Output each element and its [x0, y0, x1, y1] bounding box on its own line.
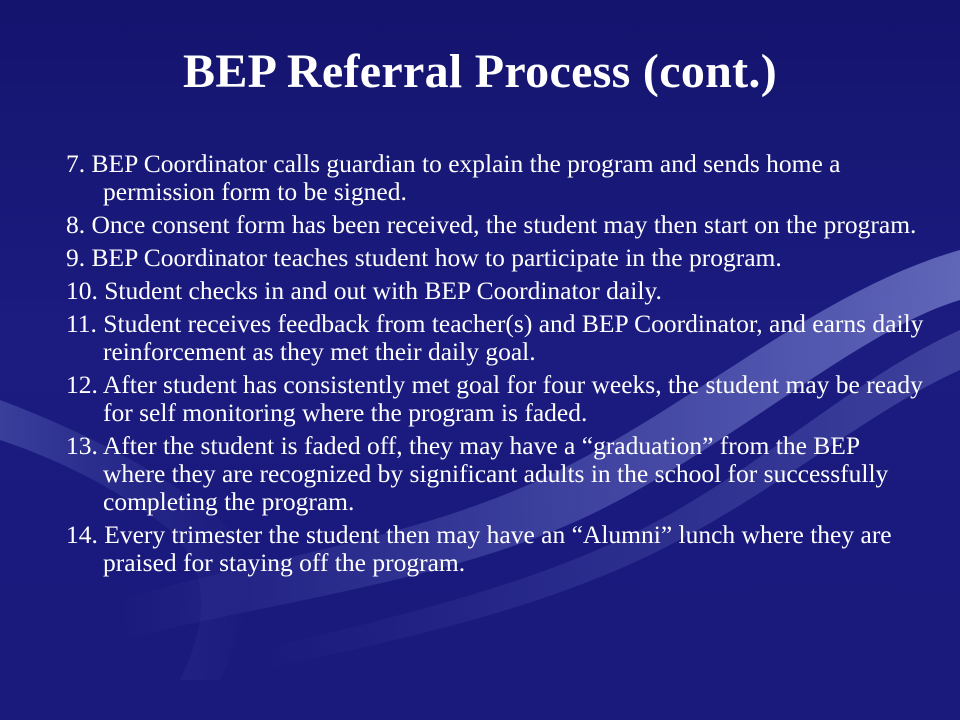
list-item: 7. BEP Coordinator calls guardian to explain the program and sends home a permission form to be signed.: [66, 149, 841, 206]
list-item: 9. BEP Coordinator teaches student how to participate in the program.: [66, 243, 782, 272]
list-item: 8. Once consent form has been received, the student may then start on the program.: [66, 210, 917, 239]
list-item: 11. Student receives feedback from teacher(s) and BEP Coordinator, and earns daily reinforcement as they met their daily goal.: [66, 309, 924, 366]
list-item: 14. Every trimester the student then may have an “Alumni” lunch where they are praised for staying off the program.: [66, 520, 892, 577]
item-list: [66, 150, 926, 582]
list-item: 10. Student checks in and out with BEP Coordinator daily.: [66, 276, 662, 305]
slide-title: BEP Referral Process (cont.): [183, 45, 777, 98]
list-item: 13. After the student is faded off, they may have a “graduation” from the BEP where they are recognized by significant adults in the school for successfully completing the program.: [66, 431, 889, 516]
list-item: 12. After student has consistently met goal for four weeks, the student may be ready for self monitoring where the program is faded.: [66, 370, 923, 427]
